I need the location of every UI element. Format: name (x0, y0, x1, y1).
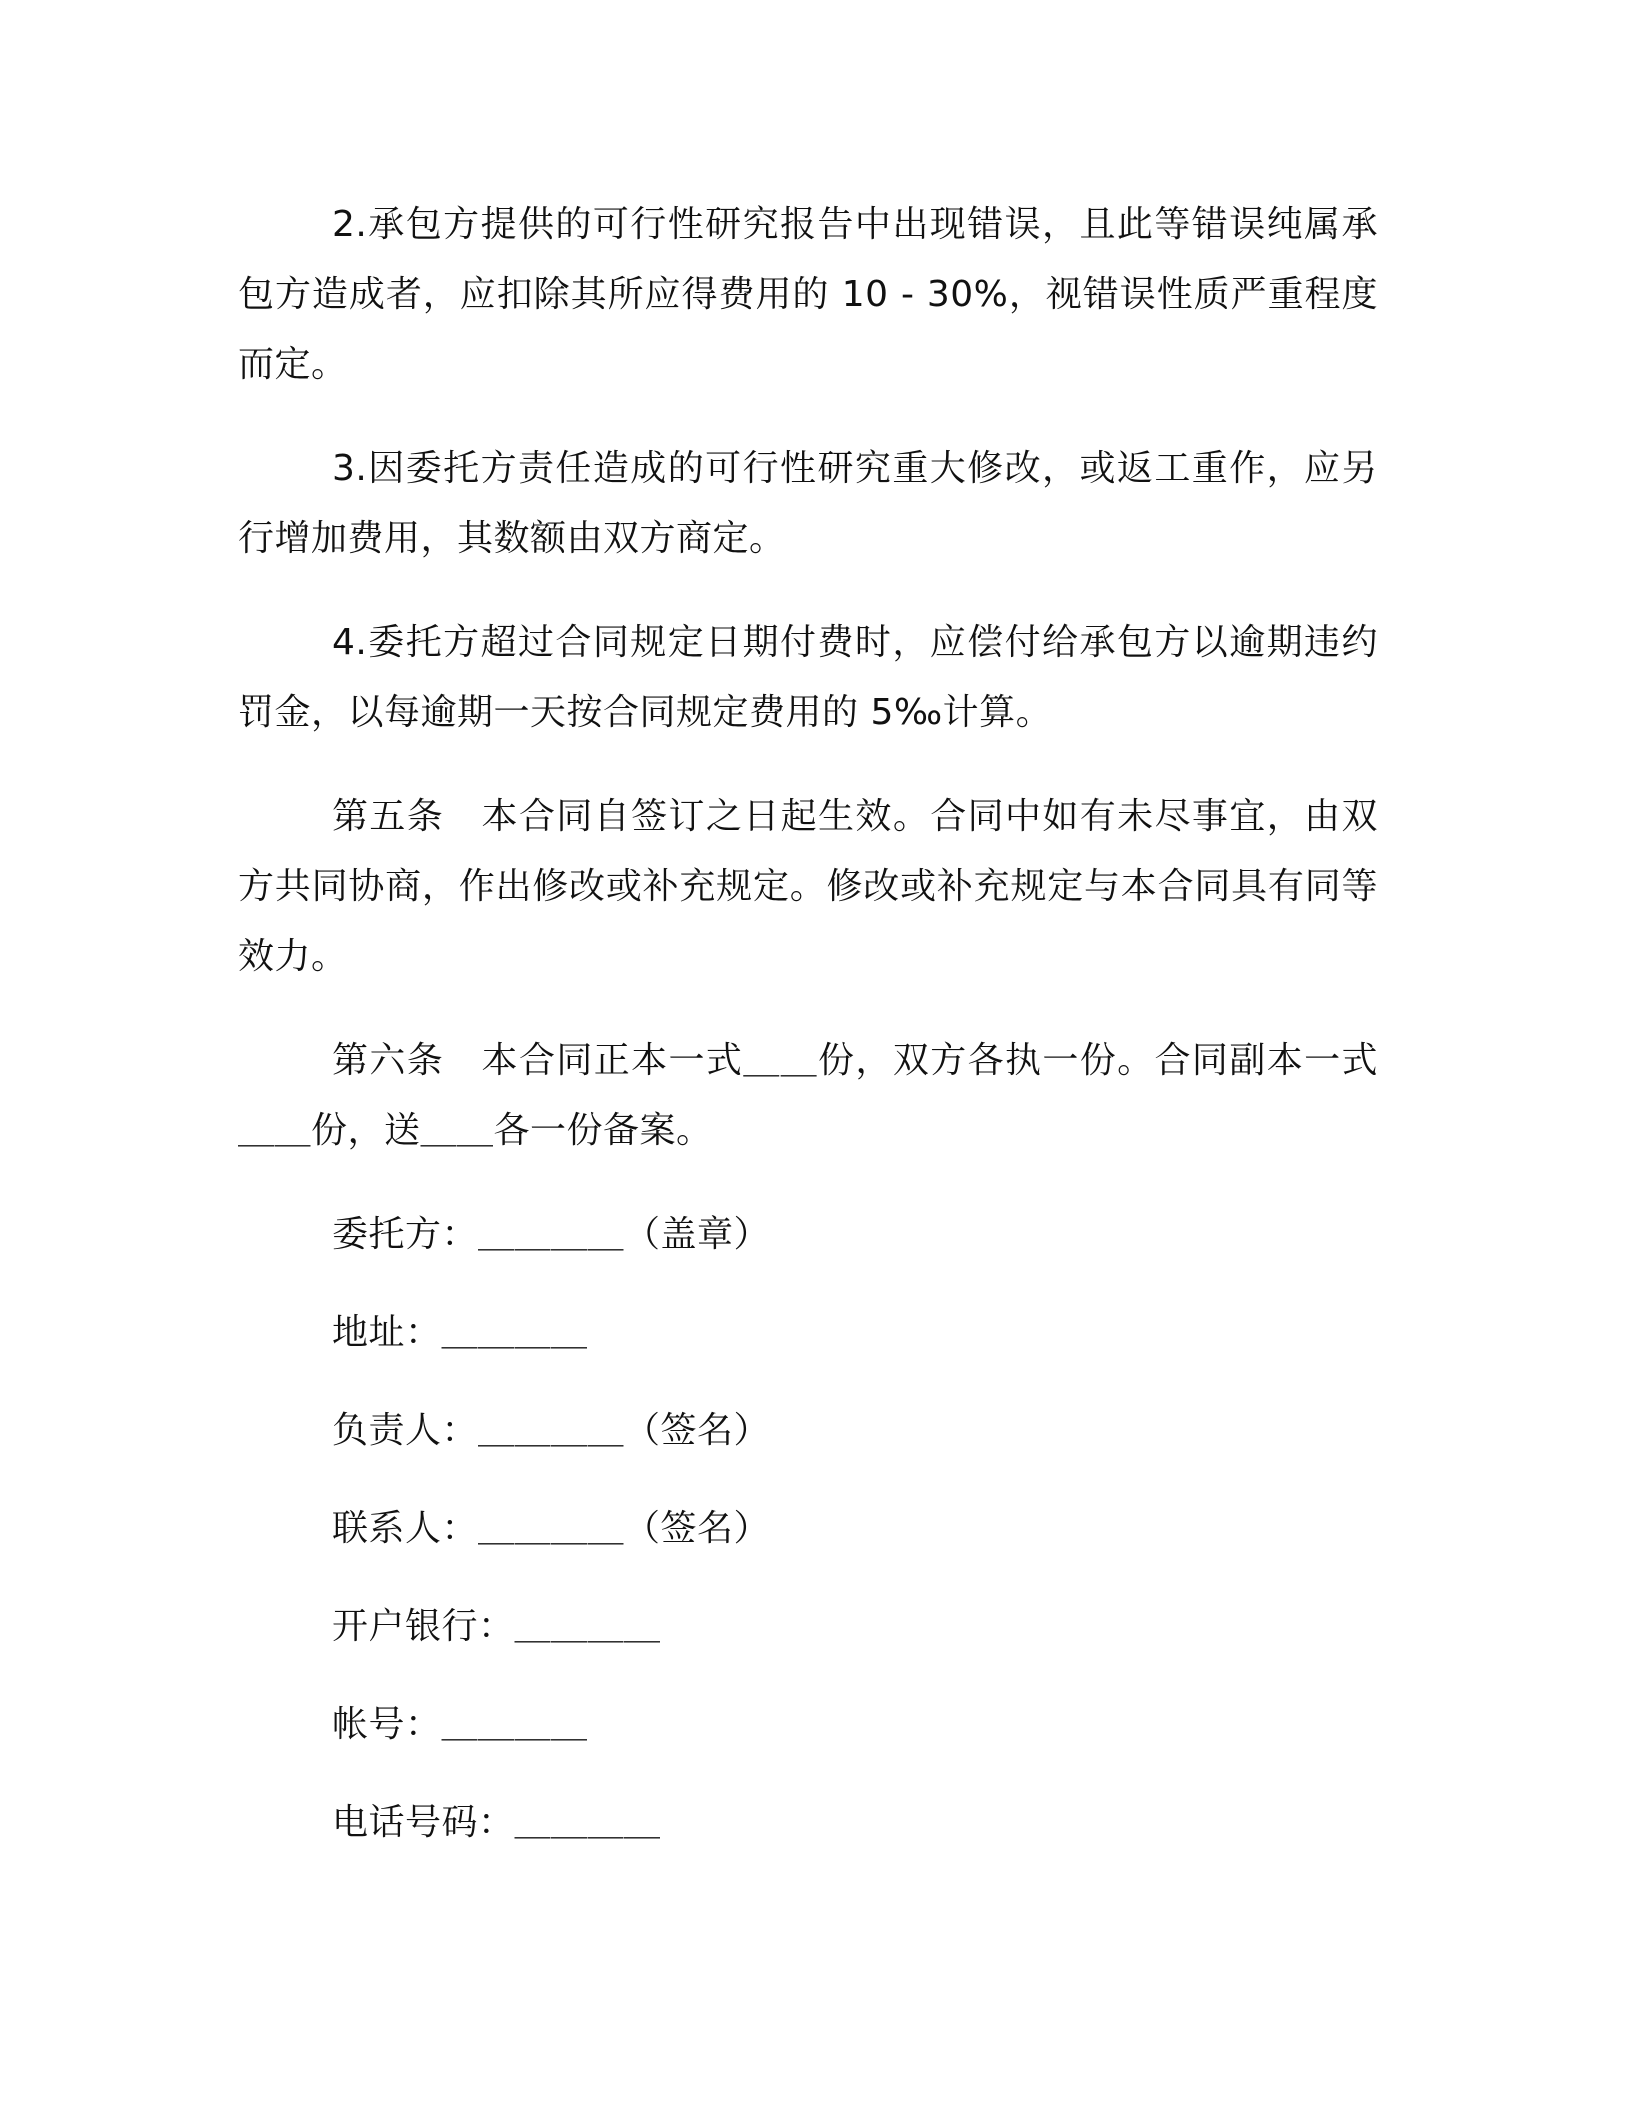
responsible-person-field: 负责人：＿＿＿＿（签名） (332, 1410, 771, 1451)
article-6-paragraph: 第六条 本合同正本一式＿＿份，双方各执一份。合同副本一式＿＿份，送＿＿各一份备案。 (238, 1040, 1378, 1151)
client-field: 委托方：＿＿＿＿（盖章） (332, 1214, 771, 1255)
address-field: 地址：＿＿＿＿ (332, 1312, 588, 1353)
account-number-field: 帐号：＿＿＿＿ (332, 1704, 588, 1745)
clause-3-paragraph: 3.因委托方责任造成的可行性研究重大修改，或返工重作，应另行增加费用，其数额由双方商定。 (238, 448, 1378, 559)
bank-field: 开户银行：＿＿＿＿ (332, 1606, 661, 1647)
clause-4-paragraph: 4.委托方超过合同规定日期付费时，应偿付给承包方以逾期违约罚金，以每逾期一天按合同规定费用的 5‰计算。 (238, 622, 1378, 733)
document-body (238, 190, 1378, 1886)
clause-2-paragraph: 2.承包方提供的可行性研究报告中出现错误，且此等错误纯属承包方造成者，应扣除其所应得费用的 10 - 30%，视错误性质严重程度而定。 (238, 204, 1378, 385)
article-5-paragraph: 第五条 本合同自签订之日起生效。合同中如有未尽事宜，由双方共同协商，作出修改或补充规定。修改或补充规定与本合同具有同等效力。 (238, 796, 1378, 977)
phone-number-field: 电话号码：＿＿＿＿ (332, 1802, 661, 1843)
contact-person-field: 联系人：＿＿＿＿（签名） (332, 1508, 771, 1549)
signature-fields (238, 1200, 1378, 1858)
